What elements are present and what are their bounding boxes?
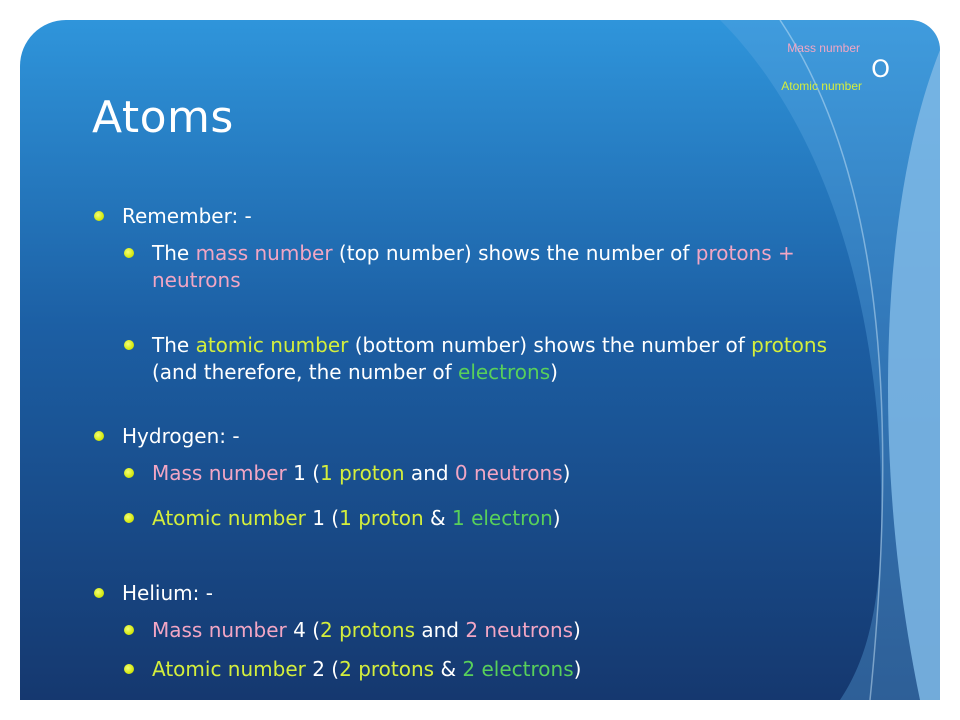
text: )	[552, 506, 561, 530]
text: 2 (	[305, 657, 340, 681]
atomic-number-label: Atomic number	[152, 506, 306, 530]
atomic-number-annotation: Atomic number	[781, 79, 862, 93]
slide	[20, 20, 940, 700]
text: The	[152, 241, 196, 265]
bullet-hydrogen-mass	[152, 460, 852, 487]
bullet-icon	[124, 340, 134, 350]
bullet-helium-mass	[152, 617, 852, 644]
bullet-icon	[124, 248, 134, 258]
text: )	[562, 461, 571, 485]
bullet-helium-atomic	[152, 656, 852, 683]
electrons-count: 2 electrons	[462, 657, 574, 681]
atomic-number-label: Atomic number	[152, 657, 306, 681]
text: 4 (	[286, 618, 321, 642]
bullet-atomic-number-definition	[152, 332, 852, 386]
element-symbol: O	[871, 55, 890, 83]
bullet-icon	[124, 468, 134, 478]
electrons-term: electrons	[458, 360, 551, 384]
text: &	[434, 657, 463, 681]
mass-number-label: Mass number	[152, 618, 287, 642]
protons-count: 2 protons	[339, 657, 435, 681]
neutrons-count: 0 neutrons	[454, 461, 563, 485]
electrons-count: 1 electron	[451, 506, 553, 530]
neutrons-count: 2 neutrons	[465, 618, 574, 642]
protons-count: 2 protons	[320, 618, 415, 642]
text: and	[415, 618, 466, 642]
text: (and therefore, the number of	[152, 360, 459, 384]
text: (top number) shows the number of	[332, 241, 696, 265]
hydrogen-heading: Hydrogen: -	[122, 424, 240, 448]
text: 1 (	[286, 461, 321, 485]
bullet-mass-number-definition	[152, 240, 852, 294]
bullet-icon	[94, 588, 104, 598]
text: )	[573, 657, 582, 681]
bullet-hydrogen	[122, 423, 842, 450]
protons-count: 1 proton	[339, 506, 424, 530]
bullet-helium	[122, 580, 842, 607]
mass-number-term: mass number	[195, 241, 333, 265]
text: )	[550, 360, 558, 384]
protons-neutrons-term: protons + neutrons	[152, 241, 795, 292]
text: )	[573, 618, 581, 642]
bullet-icon	[124, 625, 134, 635]
helium-heading: Helium: -	[122, 581, 213, 605]
text: 1 (	[305, 506, 340, 530]
bullet-icon	[94, 211, 104, 221]
atomic-number-term: atomic number	[195, 333, 349, 357]
mass-number-label: Mass number	[152, 461, 287, 485]
mass-number-annotation: Mass number	[787, 41, 860, 55]
slide-title: Atoms	[92, 92, 234, 143]
protons-term: protons	[751, 333, 828, 357]
text: and	[404, 461, 455, 485]
text: &	[423, 506, 452, 530]
bullet-remember	[122, 203, 842, 230]
bullet-hydrogen-atomic	[152, 505, 852, 532]
text: The	[152, 333, 196, 357]
remember-heading: Remember: -	[122, 204, 252, 228]
bullet-icon	[94, 431, 104, 441]
bullet-icon	[124, 513, 134, 523]
text: (bottom number) shows the number of	[348, 333, 752, 357]
bullet-icon	[124, 664, 134, 674]
protons-count: 1 proton	[320, 461, 405, 485]
